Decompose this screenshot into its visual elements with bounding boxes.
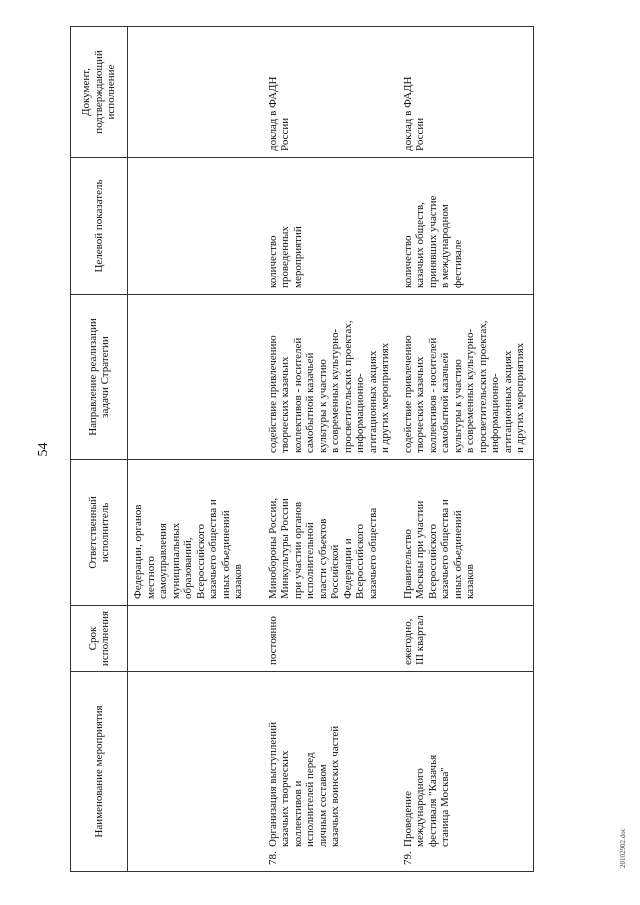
cell-empty bbox=[128, 295, 263, 460]
table-row-continuation bbox=[128, 27, 263, 872]
cell-name bbox=[263, 672, 398, 872]
cell-executor: Правительство Москвы при участии Всероссийского казачьего общества и иных объединений казаков bbox=[398, 460, 534, 606]
cell-direction: содействие привлечению творческих казачьих коллективов - носителей самобытной казачьей культуры к участию в современных культурно- просветительских проектах, информационно- агитационных акциях и других мероприятиях bbox=[263, 295, 398, 460]
plan-table bbox=[70, 26, 534, 872]
col-header-direction: Направление реализации задачи Стратегии bbox=[71, 295, 128, 460]
row-number: 78. bbox=[266, 851, 279, 865]
page-number: 54 bbox=[36, 442, 51, 457]
col-header-indicator: Целевой показатель bbox=[71, 158, 128, 295]
cell-term: ежегодно, III квартал bbox=[398, 606, 534, 672]
cell-empty bbox=[128, 672, 263, 872]
col-header-name: Наименование мероприятия bbox=[71, 672, 128, 872]
row-name-text: Проведение международного фестиваля "Казачья станица Москва" bbox=[401, 754, 451, 847]
cell-term: постоянно bbox=[263, 606, 398, 672]
col-header-executor: Ответственный исполнитель bbox=[71, 460, 128, 606]
cell-direction: содействие привлечению творческих казачьих коллективов - носителей самобытной казачьей культуры к участию в современных культурно- просветительских проектах, информационно- агитационных акциях и других мероприятиях bbox=[398, 295, 534, 460]
cell-document: доклад в ФАДН России bbox=[263, 27, 398, 158]
cell-empty bbox=[128, 158, 263, 295]
cell-document: доклад в ФАДН России bbox=[398, 27, 534, 158]
cell-executor: Минобороны России, Минкультуры России при участии органов исполнительной власти субъектов Российской Федерации и Всероссийского казачьего общества bbox=[263, 460, 398, 606]
document-file-id: 20102902.doc bbox=[619, 828, 627, 868]
table-row bbox=[263, 27, 398, 872]
col-header-document: Документ, подтверждающий исполнение bbox=[71, 27, 128, 158]
rotated-content bbox=[30, 27, 630, 872]
col-header-term: Срок исполнения bbox=[71, 606, 128, 672]
cell-empty bbox=[128, 606, 263, 672]
cell-indicator: количество казачьих обществ, принявших участие в международном фестивале bbox=[398, 158, 534, 295]
cell-executor-continuation: Федерации, органов местного самоуправления муниципальных образований, Всероссийского казачьего общества и иных объединений казаков bbox=[128, 460, 263, 606]
row-number: 79. bbox=[401, 851, 414, 865]
cell-name bbox=[398, 672, 534, 872]
table-header-row bbox=[71, 27, 128, 872]
cell-empty bbox=[128, 27, 263, 158]
cell-indicator: количество проведенных мероприятий bbox=[263, 158, 398, 295]
table-row bbox=[398, 27, 534, 872]
row-name-text: Организация выступлений казачьих творческих коллективов и исполнителей перед личным составом казачьих воинских частей bbox=[266, 722, 341, 847]
